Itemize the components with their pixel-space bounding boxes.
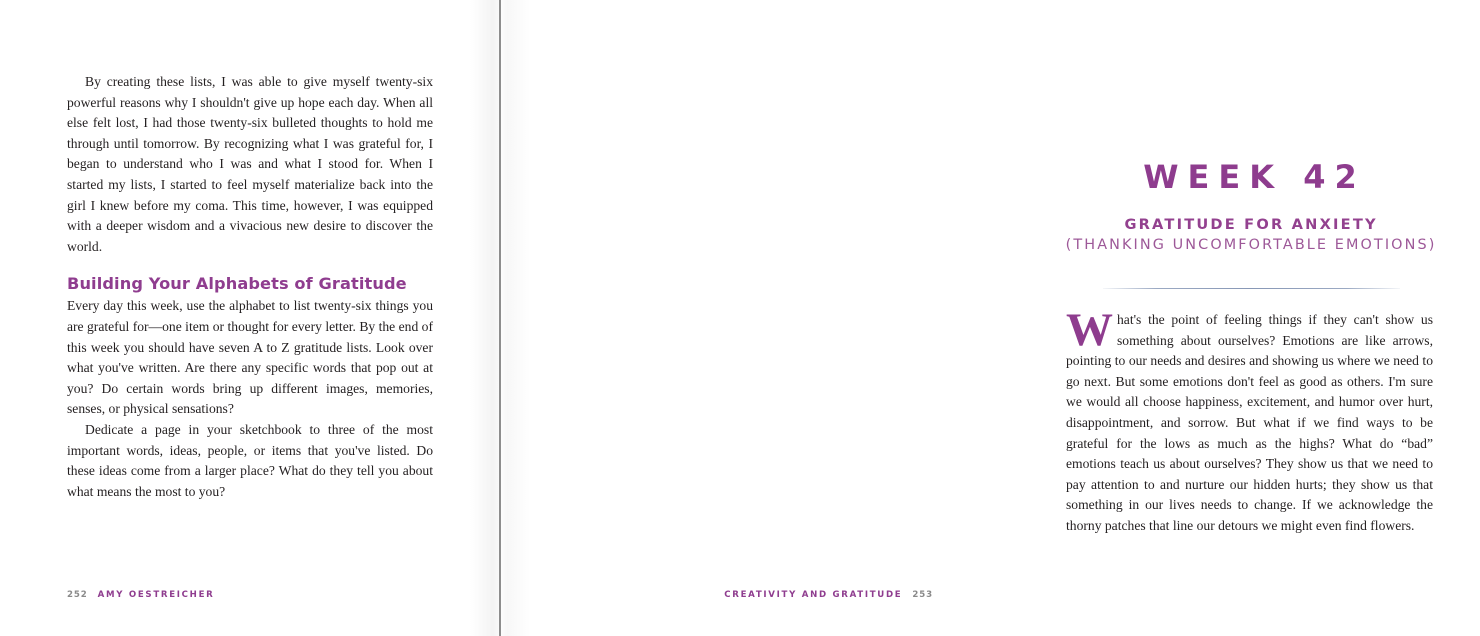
section-subheading: Building Your Alphabets of Gratitude [67, 274, 407, 294]
right-opening-paragraph [1066, 304, 1433, 537]
left-page-number: 252 [67, 590, 88, 600]
left-paragraph-1: By creating these lists, I was able to give myself twenty-six powerful reasons why I shouldn't give up hope each day. When all else felt lost, I had those twenty-six bulleted thoughts to hold me through until tomorrow. By recognizing what I was grateful for, I began to understand who I was and what I stood for. When I started my lists, I started to feel myself materialize back into the girl I knew before my coma. This time, however, I was equipped with a deeper wisdom and a vivacious new desire to discover the world. [67, 74, 433, 254]
week-title: WEEK 42 [1143, 158, 1366, 196]
left-section-paragraph-2: Dedicate a page in your sketchbook to three of the most important words, ideas, people, or items that you've listed. Do these ideas come from a larger place? What do they tell you about what means the most to you? [67, 421, 433, 499]
left-running-head: AMY OESTREICHER [97, 590, 215, 600]
week-subtitle: GRATITUDE FOR ANXIETY [1124, 216, 1378, 233]
left-page [0, 0, 500, 636]
right-running-head: CREATIVITY AND GRATITUDE [724, 590, 903, 600]
right-page-text-column [1066, 304, 1433, 537]
right-opening-paragraph-text: hat's the point of feeling things if they can't show us something about ourselves? Emotions are like arrows, pointing to our needs and desires and showing us where we need to go next. But some emotions don't feel as good as others. I'm sure we would all choose happiness, excitement, and humor over hurt, disappointment, and sorrow. But what if we find ways to be grateful for the lows as much as the highs? What do “bad” emotions teach us about ourselves? They show us that we need to pay attention to and nurture our hidden hurts; they show us that something in our lives needs to change. If we acknowledge the thorny patches that line our detours we might even find flowers. [1066, 312, 1433, 533]
right-page-footer [724, 590, 933, 600]
week-subtitle-parenthetical: (THANKING UNCOMFORTABLE EMOTIONS) [1065, 237, 1437, 253]
drop-cap-letter: W [1066, 304, 1113, 356]
right-page-number: 253 [912, 590, 933, 600]
right-page [500, 0, 1437, 636]
chapter-opener [1020, 158, 1480, 256]
spine-line [499, 0, 501, 636]
left-page-text-column [67, 72, 433, 502]
opener-divider-rule [1103, 288, 1400, 289]
left-section-paragraph-1: Every day this week, use the alphabet to list twenty-six things you are grateful for—one item or thought for every letter. By the end of this week you should have seven A to Z gratitude lists. Look over what you've written. Are there any specific words that pop out at you? Do certain words bring up different images, memories, senses, or physical sensations? [67, 298, 433, 417]
left-page-footer [67, 590, 214, 600]
